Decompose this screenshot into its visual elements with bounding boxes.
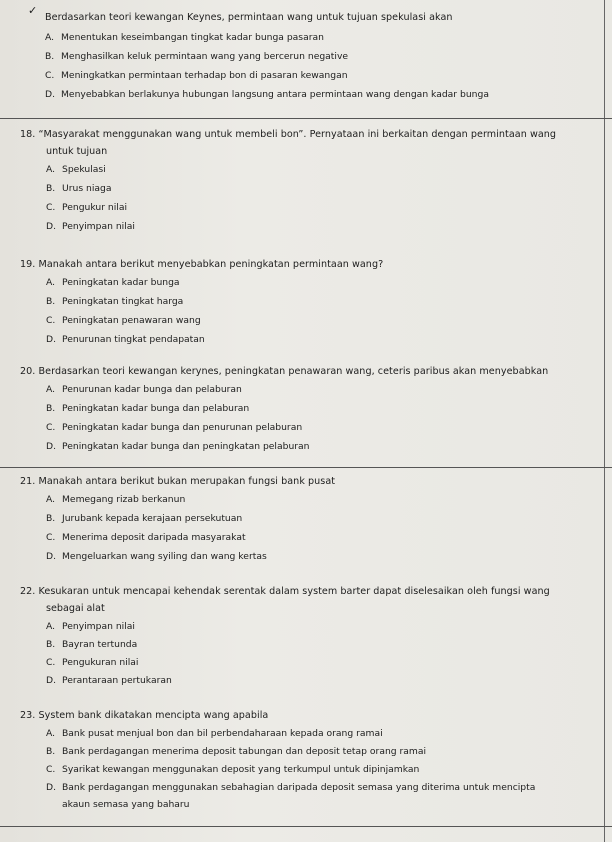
option-a[interactable]: A. Bank pusat menjual bon dan bil perbendaharaan kepada orang ramai bbox=[46, 728, 383, 739]
option-a[interactable]: A. Menentukan keseimbangan tingkat kadar bunga pasaran bbox=[45, 32, 324, 43]
tick-mark-icon: ✓ bbox=[28, 4, 38, 17]
question-text-cont: sebagai alat bbox=[46, 603, 105, 614]
option-d[interactable]: D. Penurunan tingkat pendapatan bbox=[46, 334, 205, 345]
divider bbox=[0, 118, 612, 119]
divider bbox=[0, 467, 612, 468]
question-text: 20. Berdasarkan teori kewangan kerynes, peningkatan penawaran wang, ceteris paribus akan menyebabkan bbox=[20, 366, 549, 377]
option-a[interactable]: A. Penyimpan nilai bbox=[46, 621, 135, 632]
option-d[interactable]: D. Menyebabkan berlakunya hubungan langsung antara permintaan wang dengan kadar bunga bbox=[45, 89, 489, 100]
option-b[interactable]: B. Bank perdagangan menerima deposit tabungan dan deposit tetap orang ramai bbox=[46, 746, 427, 757]
option-c[interactable]: C. Meningkatkan permintaan terhadap bon di pasaran kewangan bbox=[45, 70, 348, 81]
option-a[interactable]: A. Spekulasi bbox=[46, 164, 106, 175]
option-c[interactable]: C. Pengukuran nilai bbox=[46, 657, 139, 668]
option-b[interactable]: B. Bayran tertunda bbox=[46, 639, 138, 650]
question-text: 18. “Masyarakat menggunakan wang untuk membeli bon”. Pernyataan ini berkaitan dengan permintaan wang bbox=[20, 129, 557, 140]
option-d[interactable]: D. Penyimpan nilai bbox=[46, 221, 135, 232]
option-b[interactable]: B. Peningkatan tingkat harga bbox=[46, 296, 184, 307]
option-c[interactable]: C. Syarikat kewangan menggunakan deposit yang terkumpul untuk dipinjamkan bbox=[46, 764, 420, 775]
divider bbox=[0, 826, 612, 827]
option-b[interactable]: B. Urus niaga bbox=[46, 183, 112, 194]
question-text: 23. System bank dikatakan mencipta wang apabila bbox=[20, 710, 269, 721]
option-d[interactable]: D. Peningkatan kadar bunga dan peningkatan pelaburan bbox=[46, 441, 310, 452]
option-d[interactable]: D. Mengeluarkan wang syiling dan wang kertas bbox=[46, 551, 267, 562]
option-b[interactable]: B. Peningkatan kadar bunga dan pelaburan bbox=[46, 403, 250, 414]
option-d[interactable]: D. Perantaraan pertukaran bbox=[46, 675, 172, 686]
option-c[interactable]: C. Peningkatan penawaran wang bbox=[46, 315, 201, 326]
option-a[interactable]: A. Peningkatan kadar bunga bbox=[46, 277, 180, 288]
option-c[interactable]: C. Peningkatan kadar bunga dan penurunan pelaburan bbox=[46, 422, 303, 433]
option-a[interactable]: A. Memegang rizab berkanun bbox=[46, 494, 186, 505]
question-text-cont: untuk tujuan bbox=[46, 146, 108, 157]
option-b[interactable]: B. Menghasilkan keluk permintaan wang yang bercerun negative bbox=[45, 51, 349, 62]
option-c[interactable]: C. Menerima deposit daripada masyarakat bbox=[46, 532, 246, 543]
question-text: 22. Kesukaran untuk mencapai kehendak serentak dalam system barter dapat diselesaikan oleh fungsi wang bbox=[20, 586, 550, 597]
margin-line bbox=[604, 0, 605, 842]
option-d[interactable]: D. Bank perdagangan menggunakan sebahagian daripada deposit semasa yang diterima untuk mencipta bbox=[46, 782, 536, 793]
option-b[interactable]: B. Jurubank kepada kerajaan persekutuan bbox=[46, 513, 243, 524]
option-a[interactable]: A. Penurunan kadar bunga dan pelaburan bbox=[46, 384, 242, 395]
question-text: 19. Manakah antara berikut menyebabkan peningkatan permintaan wang? bbox=[20, 259, 384, 270]
option-d-cont: akaun semasa yang baharu bbox=[62, 799, 190, 810]
option-c[interactable]: C. Pengukur nilai bbox=[46, 202, 128, 213]
question-text: 21. Manakah antara berikut bukan merupakan fungsi bank pusat bbox=[20, 476, 336, 487]
question-text: Berdasarkan teori kewangan Keynes, permintaan wang untuk tujuan spekulasi akan bbox=[45, 12, 453, 23]
